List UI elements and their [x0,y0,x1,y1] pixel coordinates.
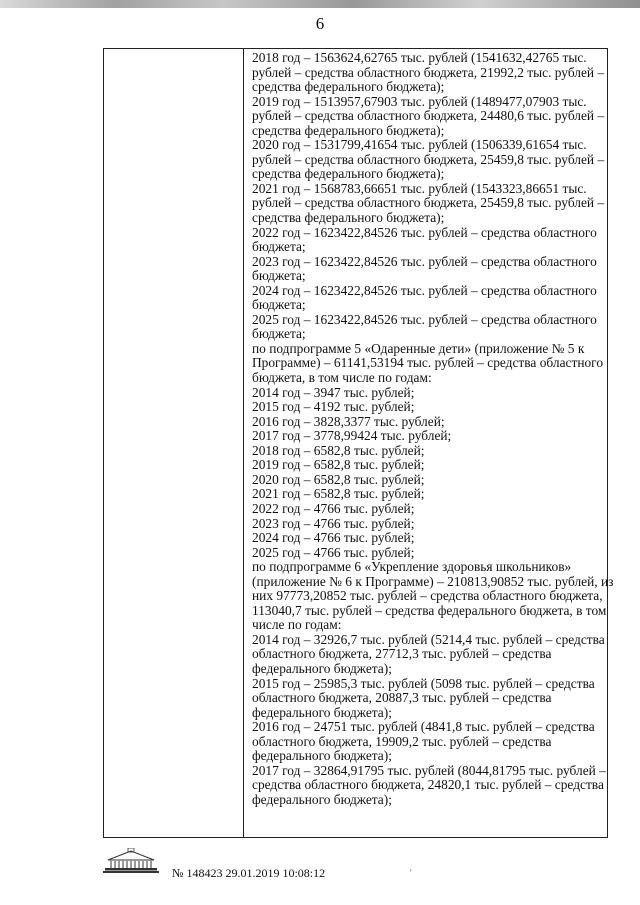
text-line: средства федерального бюджета); [252,79,445,95]
scan-edge-artifact [0,0,640,8]
text-line: областного бюджета, 20887,3 тыс. рублей – средства [252,690,552,706]
text-line: 2016 год – 3828,3377 тыс. рублей; [252,413,445,429]
content-table [103,48,614,838]
text-line: 2022 год – 4766 тыс. рублей; [252,500,415,516]
text-line: 2025 год – 4766 тыс. рублей; [252,544,415,560]
text-line: 2025 год – 1623422,84526 тыс. рублей – средства областного [252,311,597,327]
text-line: 2024 год – 4766 тыс. рублей; [252,530,415,546]
text-line: бюджета; [252,326,306,342]
text-line: областного бюджета, 27712,3 тыс. рублей – средства [252,646,552,662]
table-left-column [104,49,244,837]
text-line: 2019 год – 1513957,67903 тыс. рублей (1489477,07903 тыс. [252,93,587,109]
text-line: средства федерального бюджета); [252,166,445,182]
text-line: областного бюджета, 19909,2 тыс. рублей – средства [252,733,552,749]
text-line: 2019 год – 6582,8 тыс. рублей; [252,457,425,473]
text-line: федерального бюджета); [252,748,392,764]
page-number: 6 [315,14,325,33]
text-line: 2023 год – 4766 тыс. рублей; [252,515,415,531]
text-line: рублей – средства областного бюджета, 25459,8 тыс. рублей – [252,151,605,167]
text-line: бюджета; [252,268,306,284]
scan-speck: ' [410,868,412,878]
document-registration-number: № 148423 29.01.2019 10:08:12 [172,866,326,880]
text-line: 2014 год – 3947 тыс. рублей; [252,384,415,400]
text-line: 2022 год – 1623422,84526 тыс. рублей – средства областного [252,224,597,240]
text-line: Программе) – 61141,53194 тыс. рублей – средства областного [252,355,604,371]
text-line: средства областного бюджета, 24820,1 тыс. рублей – средства [252,777,604,793]
text-line: 2023 год – 1623422,84526 тыс. рублей – средства областного [252,253,597,269]
text-line: 2018 год – 6582,8 тыс. рублей; [252,442,425,458]
text-line: рублей – средства областного бюджета, 24480,6 тыс. рублей – [252,108,605,124]
government-building-seal-icon [100,848,162,874]
text-line: 2017 год – 3778,99424 тыс. рублей; [252,428,452,444]
text-line: 2015 год – 25985,3 тыс. рублей (5098 тыс. рублей – средства [252,675,595,691]
text-line: числе по годам: [252,617,342,633]
text-line: средства федерального бюджета); [252,210,445,226]
text-line: рублей – средства областного бюджета, 25459,8 тыс. рублей – [252,195,605,211]
text-line: рублей – средства областного бюджета, 21992,2 тыс. рублей – [252,64,605,80]
text-line: них 97773,20852 тыс. рублей – средства областного бюджета, [252,588,603,604]
text-line: 2020 год – 1531799,41654 тыс. рублей (1506339,61654 тыс. [252,137,587,153]
text-line: федерального бюджета); [252,660,392,676]
text-line: 113040,7 тыс. рублей – средства федерального бюджета, в том [252,602,607,618]
text-line: бюджета; [252,297,306,313]
text-line: федерального бюджета); [252,704,392,720]
text-line: бюджета, в том числе по годам: [252,370,432,386]
text-line: 2024 год – 1623422,84526 тыс. рублей – средства областного [252,282,597,298]
text-line: федерального бюджета); [252,791,392,807]
text-line: по подпрограмме 5 «Одаренные дети» (приложение № 5 к [252,340,585,356]
text-line: бюджета; [252,239,306,255]
text-line: (приложение № 6 к Программе) – 210813,90852 тыс. рублей, из [252,573,614,589]
text-line: 2018 год – 1563624,62765 тыс. рублей (1541632,42765 тыс. [252,50,587,65]
text-line: 2015 год – 4192 тыс. рублей; [252,399,415,415]
table-right-column [252,50,614,807]
document-footer [100,848,600,888]
text-line: 2021 год – 6582,8 тыс. рублей; [252,486,425,502]
text-line: 2020 год – 6582,8 тыс. рублей; [252,471,425,487]
text-line: 2016 год – 24751 тыс. рублей (4841,8 тыс. рублей – средства [252,719,595,735]
text-line: 2021 год – 1568783,66651 тыс. рублей (1543323,86651 тыс. [252,180,587,196]
text-line: 2017 год – 32864,91795 тыс. рублей (8044,81795 тыс. рублей – [252,762,606,778]
text-line: по подпрограмме 6 «Укрепление здоровья школьников» [252,559,572,575]
text-line: средства федерального бюджета); [252,122,445,138]
text-line: 2014 год – 32926,7 тыс. рублей (5214,4 тыс. рублей – средства [252,631,605,647]
